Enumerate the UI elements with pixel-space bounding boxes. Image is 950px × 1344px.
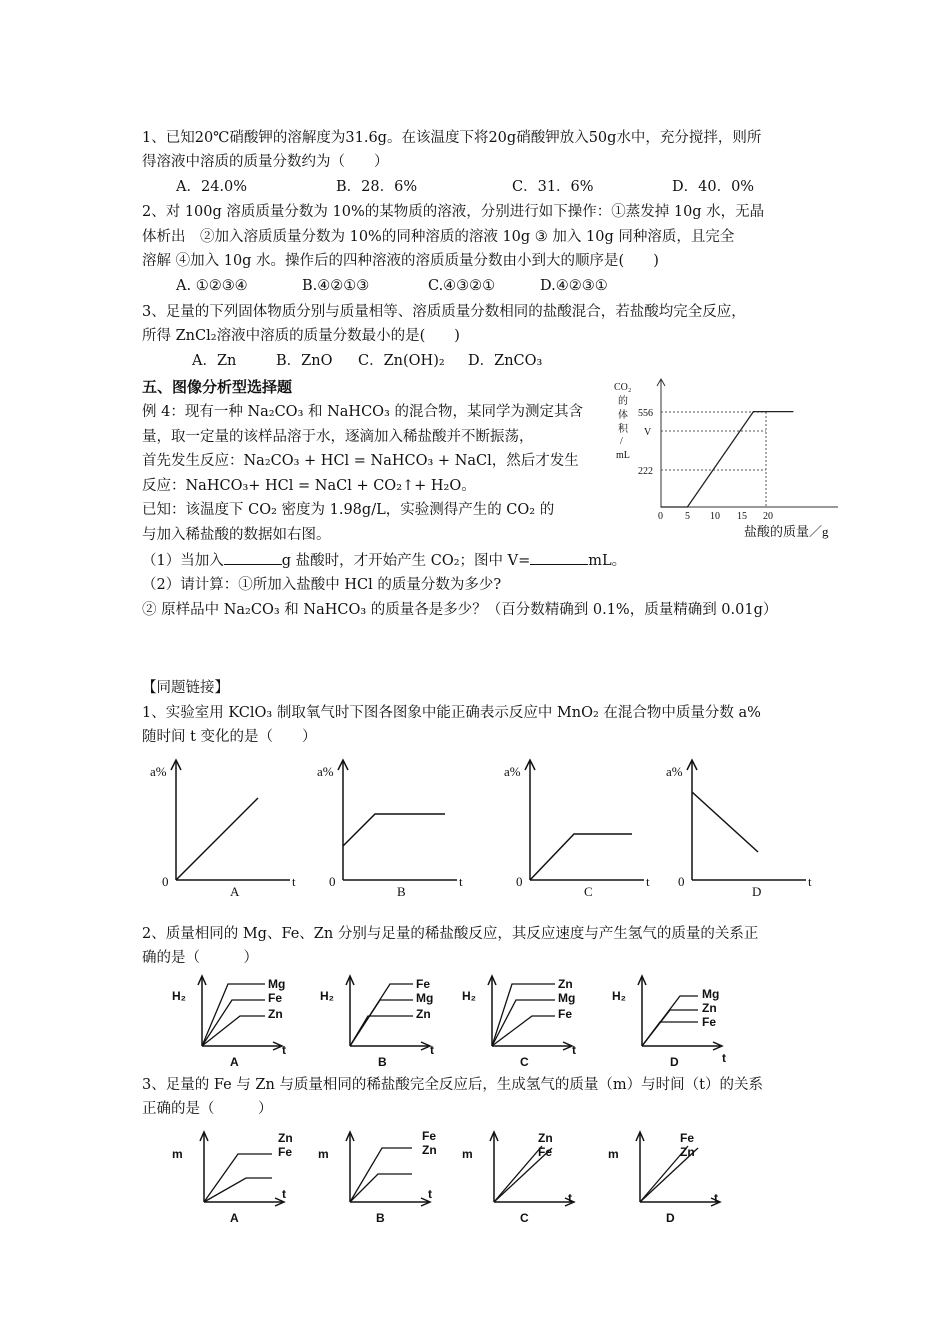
y-label: a% xyxy=(504,764,521,779)
co2-volume-line xyxy=(661,412,793,507)
x-axis-title: 盐酸的质量／g xyxy=(744,524,829,539)
origin-label: 0 xyxy=(329,874,336,889)
y-title-2: 的 xyxy=(618,396,628,407)
series-2: Mg xyxy=(416,991,434,1005)
y-title-1: CO₂ xyxy=(614,382,632,393)
x-label: t xyxy=(430,1043,434,1057)
series-1: Zn xyxy=(538,1131,553,1145)
link-q1-line-2: 随时间 t 变化的是（ ） xyxy=(142,729,317,745)
series-2: Mg xyxy=(558,991,576,1005)
example-line-3: 首先发生反应：Na₂CO₃ + HCl = NaHCO₃ + NaCl，然后才发生 xyxy=(142,453,579,469)
series-1: Mg xyxy=(702,987,720,1001)
series-2: Zn xyxy=(702,1001,717,1015)
graph-d xyxy=(608,1131,720,1225)
y-label: H₂ xyxy=(612,989,626,1003)
x-label: t xyxy=(646,874,650,889)
graph-a xyxy=(172,976,286,1069)
q3-line-1: 3、足量的下列固体物质分别与质量相等、溶质质量分数相同的盐酸混合，若盐酸均完全反应， xyxy=(142,304,746,320)
x-tick-0: 0 xyxy=(658,511,663,522)
x-label: t xyxy=(282,1043,286,1057)
q3-option-a: A．Zn xyxy=(192,353,237,369)
hydrogen-mass-graphs xyxy=(170,1126,770,1230)
sub1-part-c: mL。 xyxy=(588,553,627,569)
y-title-5: / xyxy=(620,436,623,447)
x-label: t xyxy=(572,1043,576,1057)
link-q1-line-1: 1、实验室用 KClO₃ 制取氧气时下图各图象中能正确表示反应中 MnO₂ 在混合物中质量分数 a% xyxy=(142,705,761,721)
q2-option-a: A. ①②③④ xyxy=(176,278,248,294)
hydrogen-rate-graphs xyxy=(170,970,770,1074)
curve-b xyxy=(343,814,445,846)
y-tick-556: 556 xyxy=(638,408,653,419)
co2-data-point xyxy=(660,506,661,507)
y-label: H₂ xyxy=(172,989,186,1003)
graph-label-b: B xyxy=(397,884,406,899)
x-label: t xyxy=(459,874,463,889)
answer-blank-2[interactable] xyxy=(530,550,588,565)
q1-option-a: A．24.0% xyxy=(176,179,248,195)
graph-c xyxy=(462,976,576,1069)
y-label: m xyxy=(608,1147,619,1161)
q3-option-d: D．ZnCO₃ xyxy=(468,353,543,369)
graph-label-d: D xyxy=(752,884,762,899)
series-1: Mg xyxy=(268,977,286,991)
graph-label-a: A xyxy=(230,1211,239,1225)
link-q2-line-2: 确的是（ ） xyxy=(142,950,258,966)
series-1: Fe xyxy=(422,1129,437,1143)
co2-volume-chart xyxy=(606,376,846,542)
q1-option-c: C．31．6% xyxy=(512,179,594,195)
subquestion-1 xyxy=(142,550,626,571)
q2-option-b: B.④②①③ xyxy=(302,278,370,294)
link-heading: 【同题链接】 xyxy=(142,680,229,696)
q2-line-1: 2、对 100g 溶质质量分数为 10%的某物质的溶液，分别进行如下操作：①蒸发掉 10g 水，无晶 xyxy=(142,204,765,220)
graph-b xyxy=(320,976,434,1069)
curve-a xyxy=(176,798,258,880)
q3-option-b: B．ZnO xyxy=(276,353,333,369)
curve-d xyxy=(692,792,758,852)
q3-option-c: C．Zn(OH)₂ xyxy=(358,353,445,369)
y-title-6: mL xyxy=(616,450,630,461)
link-q3-line-1: 3、足量的 Fe 与 Zn 与质量相同的稀盐酸完全反应后，生成氢气的质量（m）与时间（t）的关系 xyxy=(142,1077,763,1093)
graph-label-a: A xyxy=(230,884,240,899)
graph-d xyxy=(666,760,812,899)
series-2: Fe xyxy=(268,991,283,1005)
graph-label-c: C xyxy=(520,1211,529,1225)
y-label: H₂ xyxy=(320,989,334,1003)
x-tick-10: 10 xyxy=(710,511,720,522)
subquestion-3: ② 原样品中 Na₂CO₃ 和 NaHCO₃ 的质量各是多少？（百分数精确到 0.1%，质量精确到 0.01g） xyxy=(142,602,778,618)
sub1-part-b: g 盐酸时，才开始产生 CO₂；图中 V= xyxy=(281,553,531,569)
series-2: Fe xyxy=(538,1145,553,1159)
q2-line-2: 体析出 ②加入溶质质量分数为 10%的同种溶质的溶液 10g ③ 加入 10g 同种溶质，且完全 xyxy=(142,229,735,245)
series-3: Zn xyxy=(268,1007,283,1021)
series-2: Zn xyxy=(422,1143,437,1157)
graph-d xyxy=(612,976,726,1069)
graph-c xyxy=(504,760,650,899)
mno2-fraction-graphs xyxy=(140,752,840,910)
graph-label-d: D xyxy=(666,1211,675,1225)
x-label: t xyxy=(428,1187,432,1201)
y-label: a% xyxy=(150,764,167,779)
series-1: Fe xyxy=(416,977,431,991)
graph-label-b: B xyxy=(376,1211,385,1225)
x-label: t xyxy=(568,1191,572,1205)
origin-label: 0 xyxy=(162,874,169,889)
y-label: a% xyxy=(666,764,683,779)
sub1-part-a: （1）当加入 xyxy=(142,553,224,569)
x-label: t xyxy=(714,1191,718,1205)
link-q3-line-2: 正确的是（ ） xyxy=(142,1101,273,1117)
q1-line-2: 得溶液中溶质的质量分数约为（ ） xyxy=(142,154,389,170)
section-heading: 五、图像分析型选择题 xyxy=(142,378,293,396)
graph-label-a: A xyxy=(230,1055,239,1069)
series-2: Fe xyxy=(278,1145,293,1159)
x-label: t xyxy=(808,874,812,889)
example-line-4: 反应：NaHCO₃+ HCl = NaCl + CO₂↑+ H₂O。 xyxy=(142,478,476,494)
subquestion-2: （2）请计算：①所加入盐酸中 HCl 的质量分数为多少? xyxy=(142,577,502,593)
co2-data-point xyxy=(792,411,793,412)
co2-data-point xyxy=(687,506,688,507)
y-tick-v: V xyxy=(644,427,652,438)
graph-label-c: C xyxy=(520,1055,529,1069)
series-1: Fe xyxy=(680,1131,695,1145)
graph-label-b: B xyxy=(378,1055,387,1069)
graph-c xyxy=(462,1131,574,1225)
example-line-2: 量，取一定量的该样品溶于水，逐滴加入稀盐酸并不断振荡， xyxy=(142,429,534,445)
x-label: t xyxy=(282,1187,286,1201)
series-3: Zn xyxy=(416,1007,431,1021)
example-line-5: 已知：该温度下 CO₂ 密度为 1.98g/L，实验测得产生的 CO₂ 的 xyxy=(142,502,555,518)
curve-c xyxy=(530,834,632,880)
graph-a xyxy=(172,1131,293,1225)
q2-option-d: D.④②③① xyxy=(540,278,608,294)
y-label: m xyxy=(318,1147,329,1161)
series-1: Zn xyxy=(558,977,573,991)
series-3: Fe xyxy=(558,1007,573,1021)
origin-label: 0 xyxy=(678,874,685,889)
answer-blank-1[interactable] xyxy=(224,550,282,565)
q2-line-3: 溶解 ④加入 10g 水。操作后的四种溶液的溶质质量分数由小到大的顺序是( ) xyxy=(142,253,659,269)
x-tick-20: 20 xyxy=(763,511,773,522)
y-label: m xyxy=(462,1147,473,1161)
graph-a xyxy=(150,760,296,899)
q1-option-b: B．28．6% xyxy=(336,179,418,195)
x-label: t xyxy=(292,874,296,889)
q2-option-c: C.④③②① xyxy=(428,278,496,294)
y-label: m xyxy=(172,1147,183,1161)
series-1: Zn xyxy=(278,1131,293,1145)
x-tick-5: 5 xyxy=(685,511,690,522)
y-tick-222: 222 xyxy=(638,466,653,477)
graph-label-d: D xyxy=(670,1055,679,1069)
y-label: a% xyxy=(317,764,334,779)
graph-b xyxy=(317,760,463,899)
y-label: H₂ xyxy=(462,989,476,1003)
y-title-4: 积 xyxy=(618,424,628,435)
q3-line-2: 所得 ZnCl₂溶液中溶质的质量分数最小的是( ) xyxy=(142,328,460,344)
graph-b xyxy=(318,1129,437,1225)
y-title-3: 体 xyxy=(618,410,628,421)
graph-label-c: C xyxy=(584,884,593,899)
series-3: Fe xyxy=(702,1015,717,1029)
q1-line-1: 1、已知20℃硝酸钾的溶解度为31.6g。在该温度下将20g硝酸钾放入50g水中，充分搅拌，则所 xyxy=(142,130,762,146)
origin-label: 0 xyxy=(516,874,523,889)
link-q2-line-1: 2、质量相同的 Mg、Fe、Zn 分别与足量的稀盐酸反应，其反应速度与产生氢气的质量的关系正 xyxy=(142,926,759,942)
x-tick-15: 15 xyxy=(737,511,747,522)
example-line-6: 与加入稀盐酸的数据如右图。 xyxy=(142,527,331,543)
x-label: t xyxy=(722,1051,726,1065)
series-2: Zn xyxy=(680,1145,695,1159)
co2-data-point xyxy=(753,411,754,412)
q1-option-d: D．40．0% xyxy=(672,179,755,195)
example-line-1: 例 4：现有一种 Na₂CO₃ 和 NaHCO₃ 的混合物，某同学为测定其含 xyxy=(142,404,583,420)
